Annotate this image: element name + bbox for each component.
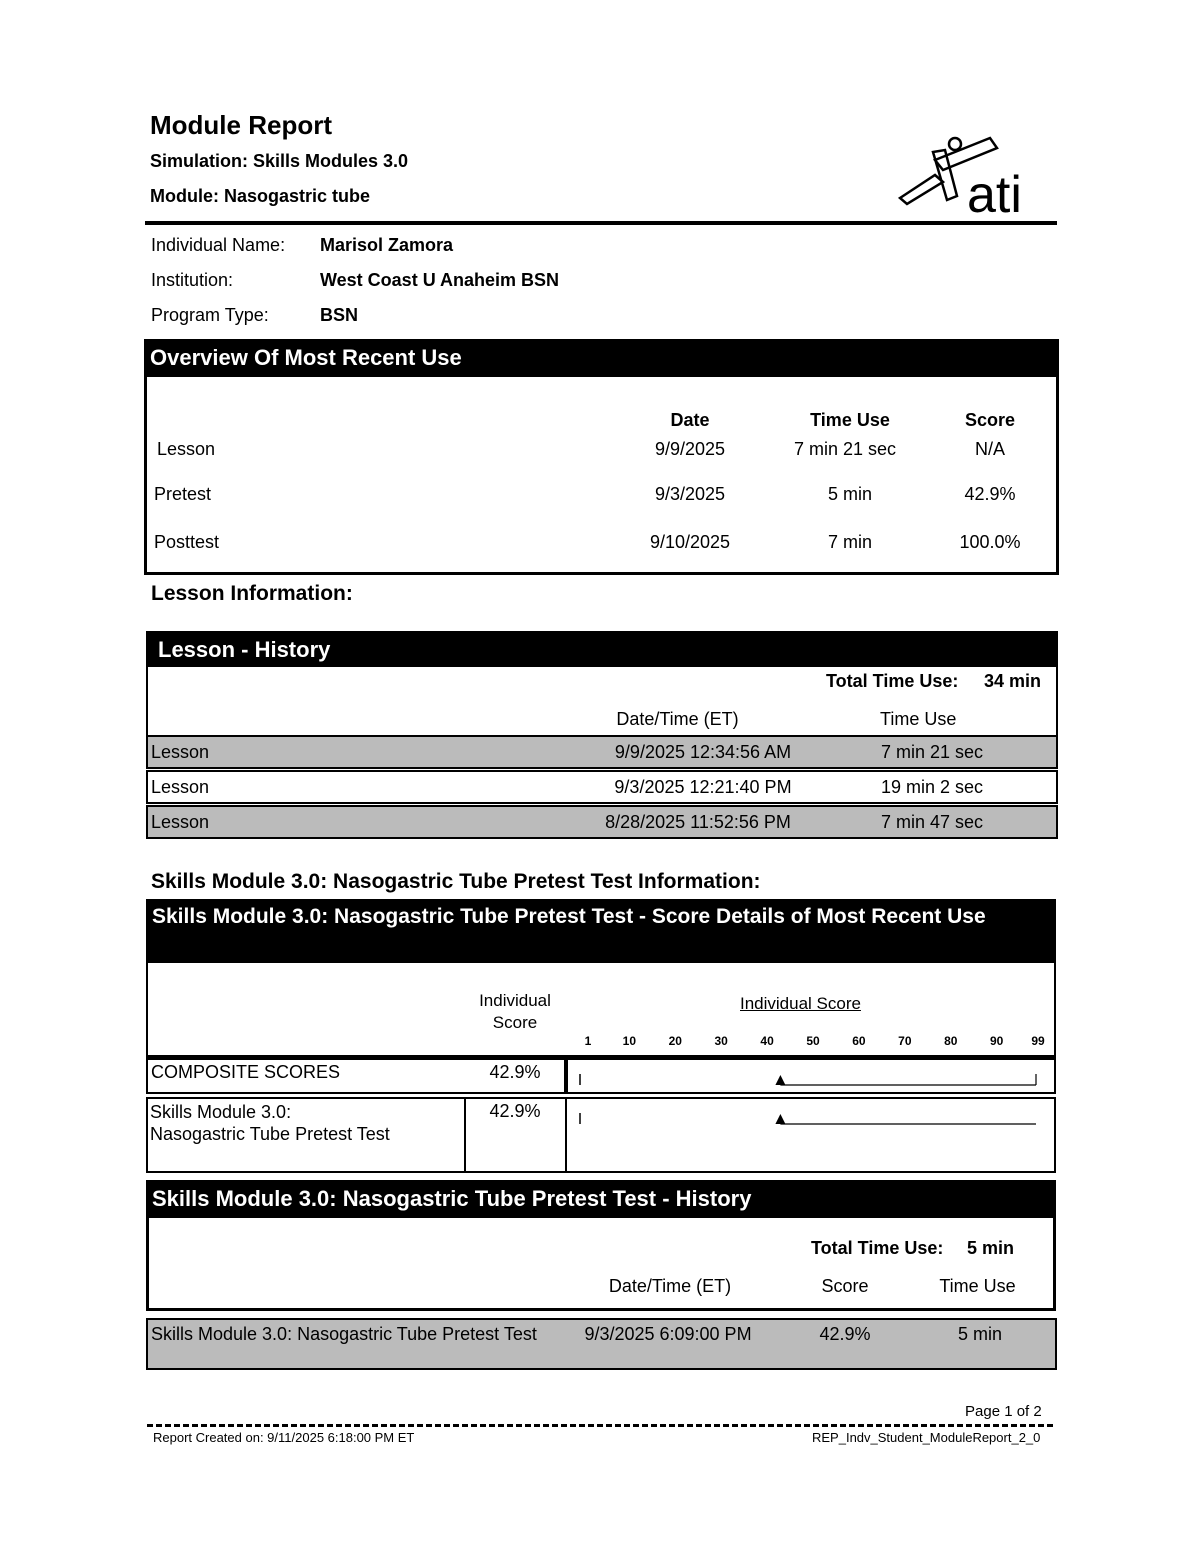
name-label: Individual Name: [151,235,286,255]
institution-value: West Coast U Anaheim BSN [320,270,560,290]
table-row [146,805,1058,839]
overview-row-date: 9/10/2025 [649,532,731,552]
lesson-row-label: Lesson [151,777,210,797]
scale-tick-label: 40 [760,1034,774,1048]
table-row [146,770,1058,804]
pretest-col-score: Score [821,1276,869,1296]
overview-row-label: Posttest [154,532,220,552]
score-marker [775,1075,785,1085]
score-marker [775,1114,785,1124]
scale-tick-label: 60 [852,1034,866,1048]
pretest-history-datetime: 9/3/2025 6:09:00 PM [584,1324,752,1344]
lesson-total-value: 34 min [984,671,1042,691]
simulation-label: Simulation: Skills Modules 3.0 [150,151,409,171]
overview-row-date: 9/9/2025 [654,439,726,459]
lesson-row-datetime: 9/9/2025 12:34:56 AM [614,742,792,762]
table-row [146,1318,1057,1370]
lesson-col-time: Time Use [880,709,957,729]
lesson-row-time: 7 min 47 sec [881,812,984,832]
lesson-row-time: 7 min 21 sec [881,742,984,762]
overview-col-score: Score [964,410,1016,430]
overview-row-score: 100.0% [959,532,1021,552]
lesson-row-datetime: 8/28/2025 11:52:56 PM [605,812,791,832]
scale-title: Individual Score [740,994,861,1013]
lesson-row-time: 19 min 2 sec [881,777,984,797]
overview-col-date: Date [670,410,710,430]
overview-row-label: Pretest [154,484,212,504]
table-row [146,735,1058,769]
item-score-marker [566,1097,1056,1147]
score-details-title: Skills Module 3.0: Nasogastric Tube Pretest Test - Score Details of Most Recent Use [146,899,1056,963]
pretest-total-label: Total Time Use: [811,1238,944,1258]
scale-tick-label: 10 [622,1034,637,1048]
pretest-total-value: 5 min [967,1238,1015,1258]
overview-row-score: 42.9% [964,484,1016,504]
scale-tick-label: 50 [806,1034,820,1048]
scale-tick-label: 70 [898,1034,912,1048]
overview-row-date: 9/3/2025 [654,484,726,504]
scale-tick-label: 1 [584,1034,592,1048]
lesson-row-label: Lesson [151,812,210,832]
ati-logo [895,130,1045,220]
scale-tick-label: 80 [944,1034,958,1048]
module-label: Module: Nasogastric tube [150,186,371,206]
pretest-col-time: Time Use [939,1276,1016,1296]
overview-row-time: 7 min [827,532,872,552]
report-created: Report Created on: 9/11/2025 6:18:00 PM ET [153,1430,415,1445]
overview-row-time: 5 min [827,484,872,504]
pretest-col-datetime: Date/Time (ET) [608,1276,732,1296]
footer-rule [147,1424,1053,1427]
pretest-history-title: Skills Module 3.0: Nasogastric Tube Pretest Test - History [146,1180,1056,1218]
scale-tick-label: 90 [989,1034,1004,1048]
score-scale-ticks [566,1024,1056,1058]
pretest-history-label: Skills Module 3.0: Nasogastric Tube Pretest Test [151,1324,537,1344]
report-id: REP_Indv_Student_ModuleReport_2_0 [812,1430,1041,1445]
lesson-row-datetime: 9/3/2025 12:21:40 PM [614,777,792,797]
overview-col-time: Time Use [810,410,890,430]
institution-label: Institution: [151,270,234,290]
scale-tick-label: 30 [714,1034,728,1048]
overview-row-score: N/A [974,439,1005,459]
overview-row-label: Lesson [157,439,216,459]
overview-title: Overview Of Most Recent Use [144,339,1059,377]
item-score: 42.9% [489,1101,541,1121]
program-label: Program Type: [151,305,269,325]
lesson-info-heading: Lesson Information: [151,582,353,605]
lesson-row-label: Lesson [151,742,210,762]
overview-row-time: 7 min 21 sec [793,439,897,459]
composite-score: 42.9% [489,1062,541,1082]
lesson-total-label: Total Time Use: [826,671,959,691]
composite-label: COMPOSITE SCORES [151,1062,341,1082]
program-value: BSN [320,305,359,325]
pretest-heading: Skills Module 3.0: Nasogastric Tube Pretest Test Information: [151,870,761,893]
name-value: Marisol Zamora [320,235,454,255]
logo-text: ati [967,166,1022,220]
lesson-col-datetime: Date/Time (ET) [616,709,739,729]
scale-tick-label: 20 [668,1034,682,1048]
individual-score-col: Individual Score [479,991,551,1032]
pretest-history-score: 42.9% [819,1324,871,1344]
pretest-history-time: 5 min [957,1324,1002,1344]
item-label: Skills Module 3.0: Nasogastric Tube Pretest Test [150,1102,390,1144]
lesson-history-title: Lesson - History [146,631,1058,667]
scale-tick-label: 99 [1031,1034,1045,1048]
page-number: Page 1 of 2 [965,1403,1042,1420]
composite-score-marker [566,1058,1056,1094]
header-rule [145,221,1057,225]
page-title: Module Report [150,110,332,140]
